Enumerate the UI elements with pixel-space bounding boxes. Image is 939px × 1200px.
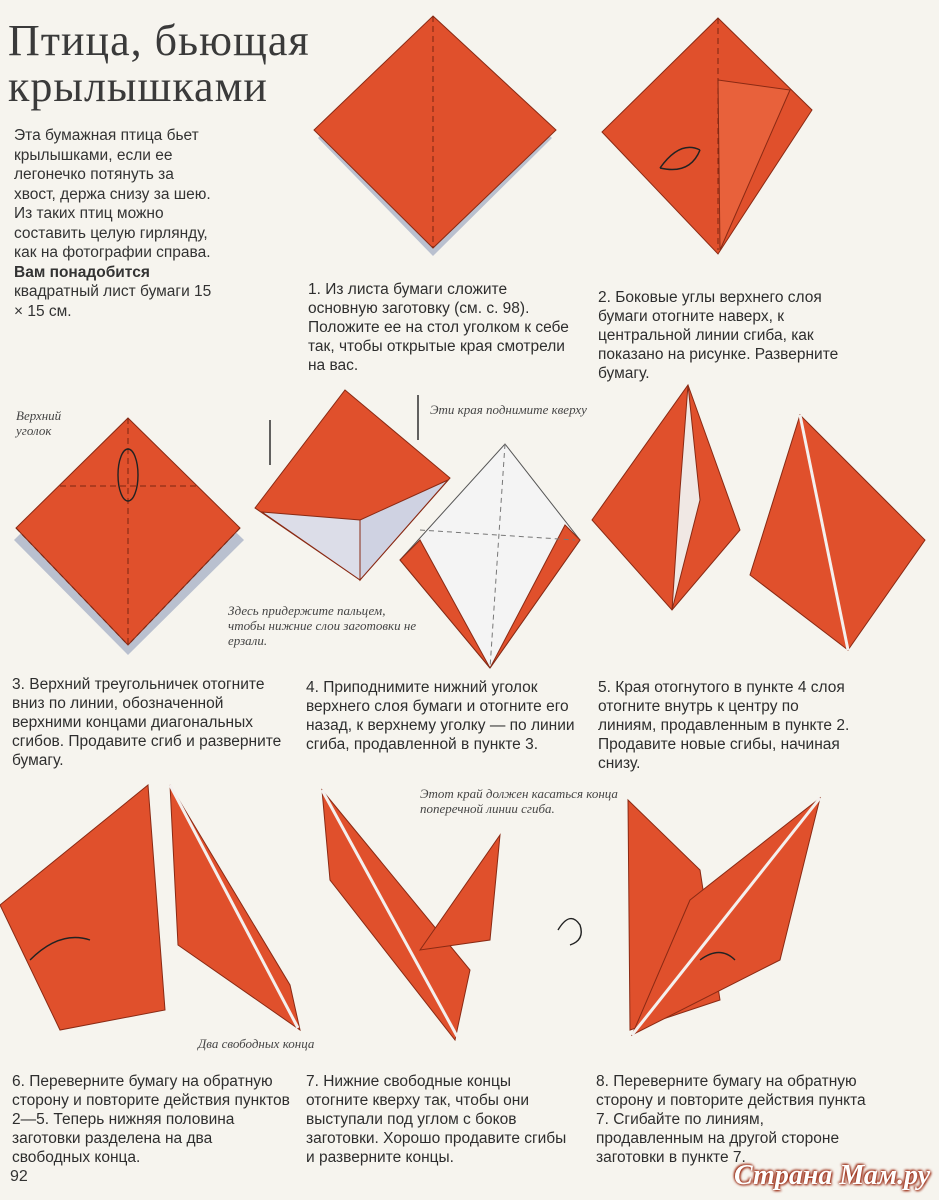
page-title (8, 18, 328, 110)
diagram-step-1 (314, 16, 556, 256)
diagram-step-5 (592, 385, 925, 650)
diagram-step-6 (0, 785, 300, 1030)
step-4-text: 4. Приподнимите нижний уголок верхнего слоя бумаги и отогните его назад, к верхнему уголку — по линии сгиба, продавленной в пункте 3. (306, 679, 575, 753)
page-number: 92 (10, 1168, 28, 1185)
step-2-text: 2. Боковые углы верхнего слоя бумаги отогните наверх, к центральной линии сгиба, как показано на рисунке. Разверните бумагу. (598, 289, 839, 382)
annotation-hold-finger: Здесь придержите пальцем, чтобы нижние слои заготовки не ерзали. (228, 603, 417, 648)
diagram-step-8 (628, 798, 820, 1035)
diagram-step-2 (602, 18, 812, 254)
step-6-text: 6. Переверните бумагу на обратную сторону и повторите действия пунктов 2—5. Теперь нижняя половина заготовки разделена на два свободных конца. (12, 1073, 290, 1166)
step-3-text: 3. Верхний треугольничек отогните вниз по линии, обозначенной верхними концами диагональных сгибов. Продавите сгиб и разверните бумагу. (12, 676, 282, 769)
intro-needs-label: Вам понадобится (14, 263, 150, 281)
diagram-step-7 (322, 790, 581, 1040)
step-1-text: 1. Из листа бумаги сложите основную заготовку (см. с. 98). Положите ее на стол уголком к себе так, чтобы открытые края смотрели на вас. (308, 281, 569, 374)
page-title-line-2: крылышками (8, 62, 268, 111)
step-7-text: 7. Нижние свободные концы отогните кверху так, чтобы они выступали под углом с боков заготовки. Хорошо продавите сгибы и разверните концы. (306, 1073, 567, 1166)
step-8-text: 8. Переверните бумагу на обратную сторону и повторите действия пункта 7. Сгибайте по линиям, продавленным на другой стороне заготовки в пункте 7. (596, 1073, 866, 1166)
intro-paragraph: Эта бумажная птица бьет крылышками, если ее легонечко потянуть за хвост, держа снизу за шею. Из таких птиц можно составить целую гирлянду, как на фотографии справа. (14, 127, 211, 261)
intro-needs-text: квадратный лист бумаги 15 × 15 см. (14, 283, 212, 320)
annotation-two-ends: Два свободных конца (198, 1036, 315, 1051)
step-5-text: 5. Края отогнутого в пункте 4 слоя отогните внутрь к центру по линиям, продавленным в пункте 2. Продавите новые сгибы, начиная снизу. (598, 679, 850, 772)
annotation-lift-edges: Эти края поднимите кверху (430, 402, 587, 417)
annotation-top-corner: Верхний уголок (16, 408, 62, 438)
annotation-edge-touch: Этот край должен касаться конца поперечной линии сгиба. (420, 786, 618, 816)
intro-text (14, 126, 214, 321)
page-title-line-1: Птица, бьющая (8, 16, 310, 65)
diagram-step-3 (14, 418, 244, 655)
watermark: Страна Мам.ру (734, 1160, 931, 1191)
